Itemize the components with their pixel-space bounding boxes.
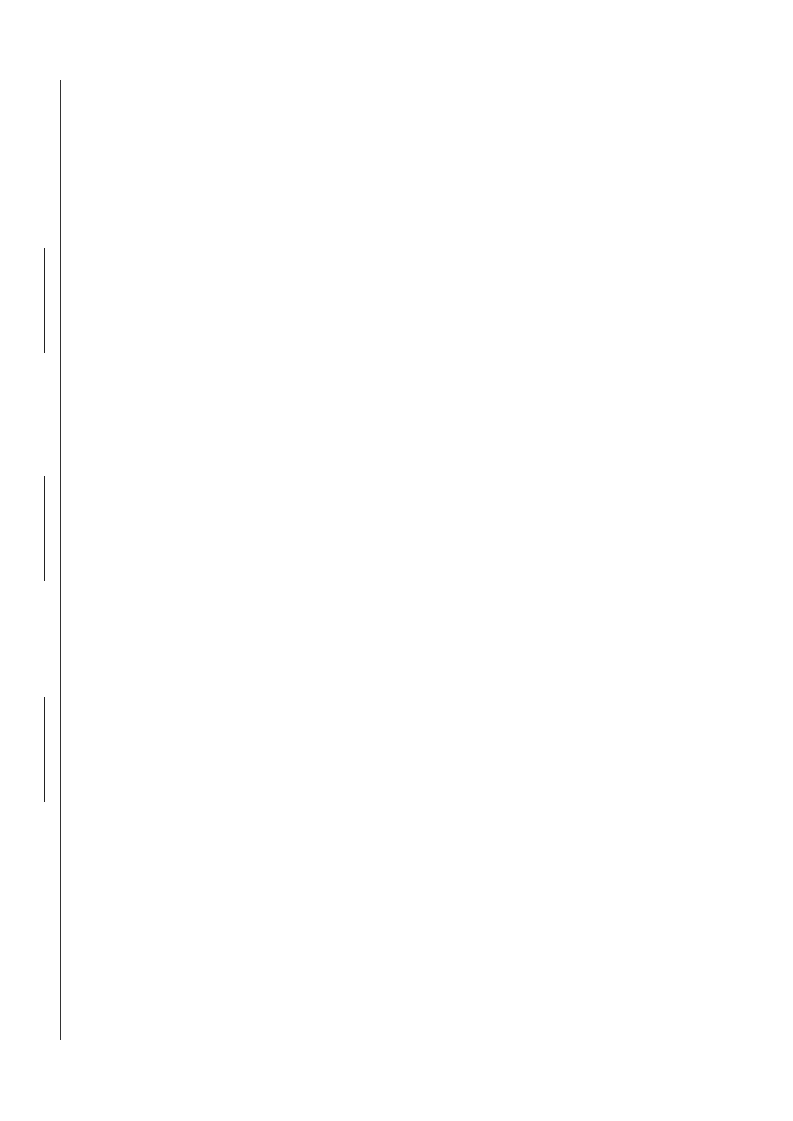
test-info [0, 131, 793, 150]
class-write-line[interactable] [44, 476, 45, 581]
school-write-line[interactable] [44, 697, 45, 802]
binding-line [60, 80, 61, 1040]
name-write-line[interactable] [44, 248, 45, 353]
